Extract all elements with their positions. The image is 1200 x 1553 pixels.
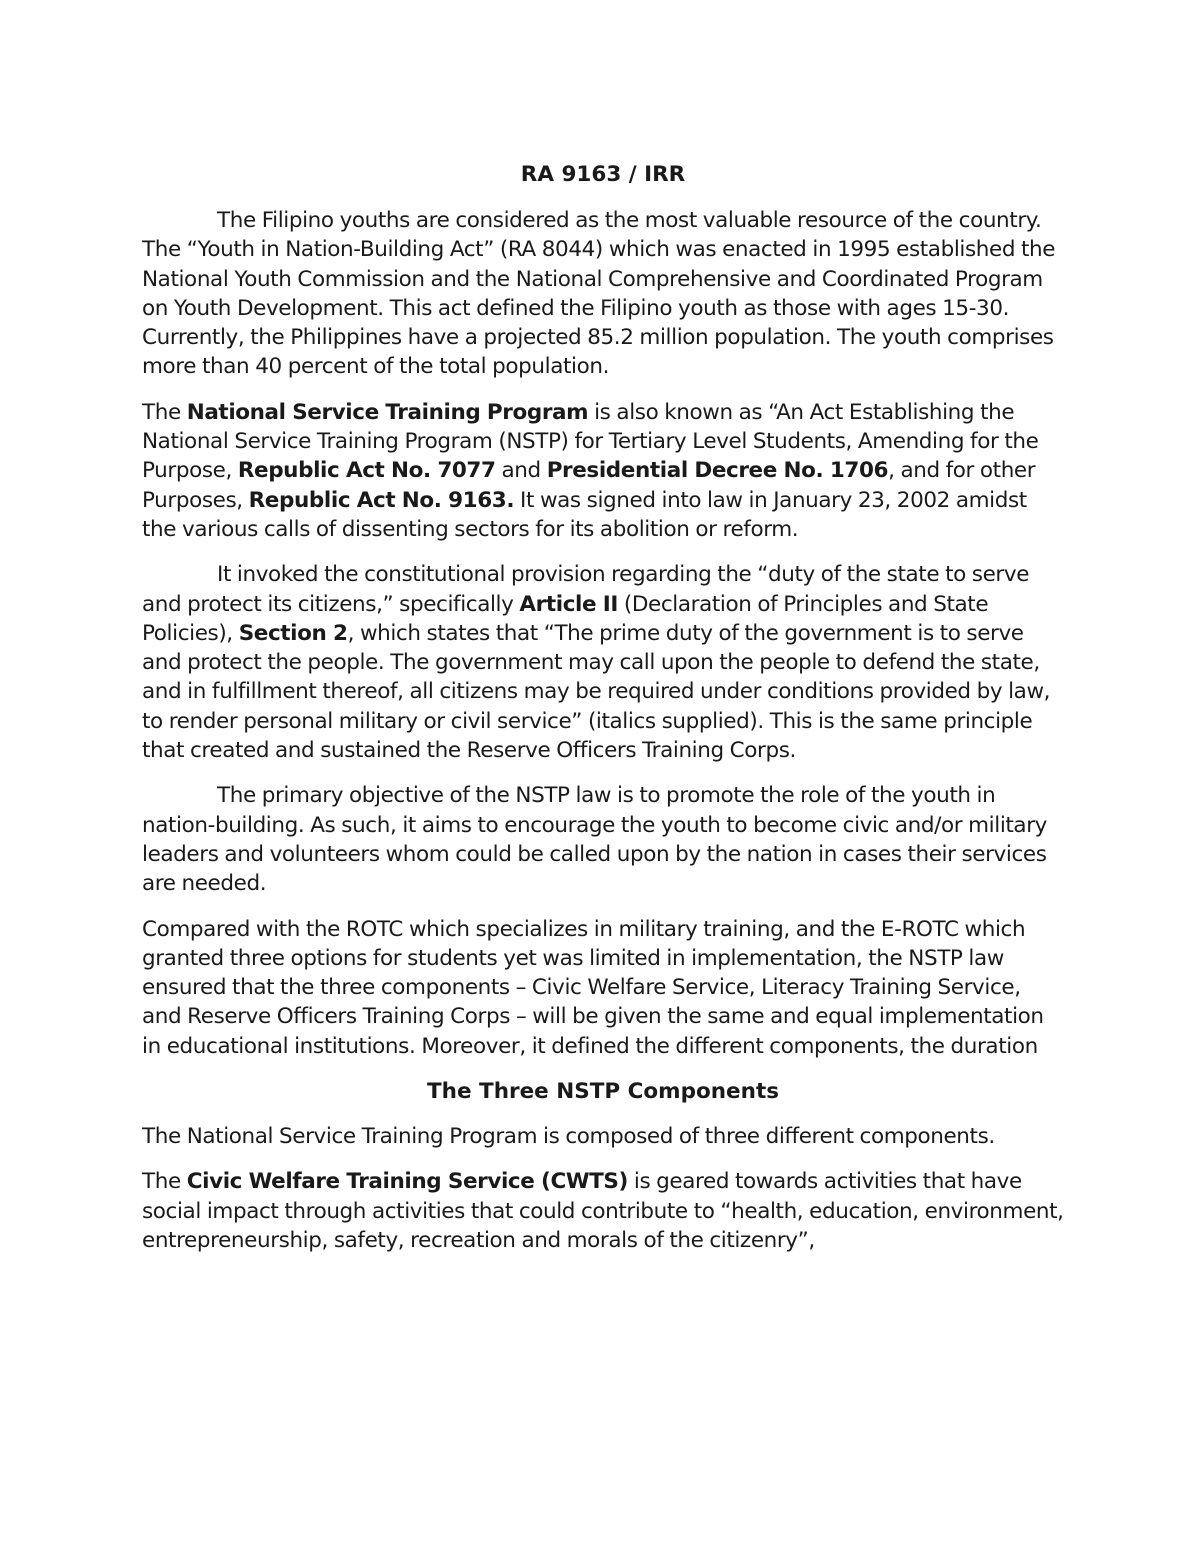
text-run: , which states that “The prime duty of the government is to serve and protect the people. The government may call upon the people to defend the state, and in fulfillment thereof, all citizens may be required under conditions provided by law, to render personal military or civil service” (italics supplied). This is the same principle that created and sustained the Reserve Officers Training Corps.	[142, 620, 1051, 764]
bold-run: Civic Welfare Training Service (CWTS)	[186, 1169, 628, 1195]
document-body	[142, 160, 1064, 1271]
text-run: The	[142, 399, 187, 425]
paragraph-primary-objective: The primary objective of the NSTP law is to promote the role of the youth in nation-building. As such, it aims to encourage the youth to become civic and/or military leaders and volunteers whom could be called upon by the nation in cases their services are needed.	[142, 783, 1047, 897]
text-run: is geared towards activities that have social impact through activities that could contribute to “health, education, environment, entrepreneurship, safety, recreation and morals of the citizenry”,	[142, 1169, 1064, 1253]
section-heading-components: The Three NSTP Components	[426, 1079, 780, 1105]
document-title: RA 9163 / IRR	[520, 162, 686, 187]
paragraph-nstp-act	[142, 398, 1064, 544]
bold-run: Republic Act No. 9163.	[248, 487, 515, 513]
paragraph-components-intro: The National Service Training Program is composed of three different components.	[142, 1124, 995, 1150]
paragraph-constitutional-provision	[142, 560, 1064, 765]
bold-run: Republic Act No. 7077	[237, 458, 496, 484]
paragraph-cwts	[142, 1167, 1064, 1255]
text-run: It invoked the constitutional provision regarding the “duty of the state to serve and protect its citizens,” specifically	[142, 562, 1030, 617]
text-run: and	[495, 458, 547, 484]
bold-run: Article II	[519, 591, 618, 617]
text-run: It was signed into law in January 23, 2002 amidst the various calls of dissenting sectors for its abolition or reform.	[142, 487, 1027, 542]
text-run: is also known as “An Act Establishing the National Service Training Program (NSTP) for Tertiary Level Students, Amending for the Purpose,	[142, 399, 1039, 484]
text-run: , and for other Purposes,	[142, 458, 1036, 513]
bold-run: National Service Training Program	[186, 399, 589, 425]
text-run: The	[142, 1169, 187, 1195]
paragraph-rotc-comparison: Compared with the ROTC which specializes in military training, and the E-ROTC which granted three options for students yet was limited in implementation, the NSTP law ensured that the three components – Civic Welfare Service, Literacy Training Service, and Reserve Officers Training Corps – will be given the same and equal implementation in educational institutions. Moreover, it defined the different components, the duration	[142, 916, 1044, 1059]
bold-run: Presidential Decree No. 1706	[546, 458, 889, 484]
text-run: (Declaration of Principles and State Policies),	[142, 591, 989, 646]
bold-run: Section 2	[238, 620, 348, 646]
paragraph-youth-intro: The Filipino youths are considered as the most valuable resource of the country. The “Youth in Nation-Building Act” (RA 8044) which was enacted in 1995 established the National Youth Commission and the National Comprehensive and Coordinated Program on Youth Development. This act defined the Filipino youth as those with ages 15-30. Currently, the Philippines have a projected 85.2 million population. The youth comprises more than 40 percent of the total population.	[142, 208, 1056, 380]
